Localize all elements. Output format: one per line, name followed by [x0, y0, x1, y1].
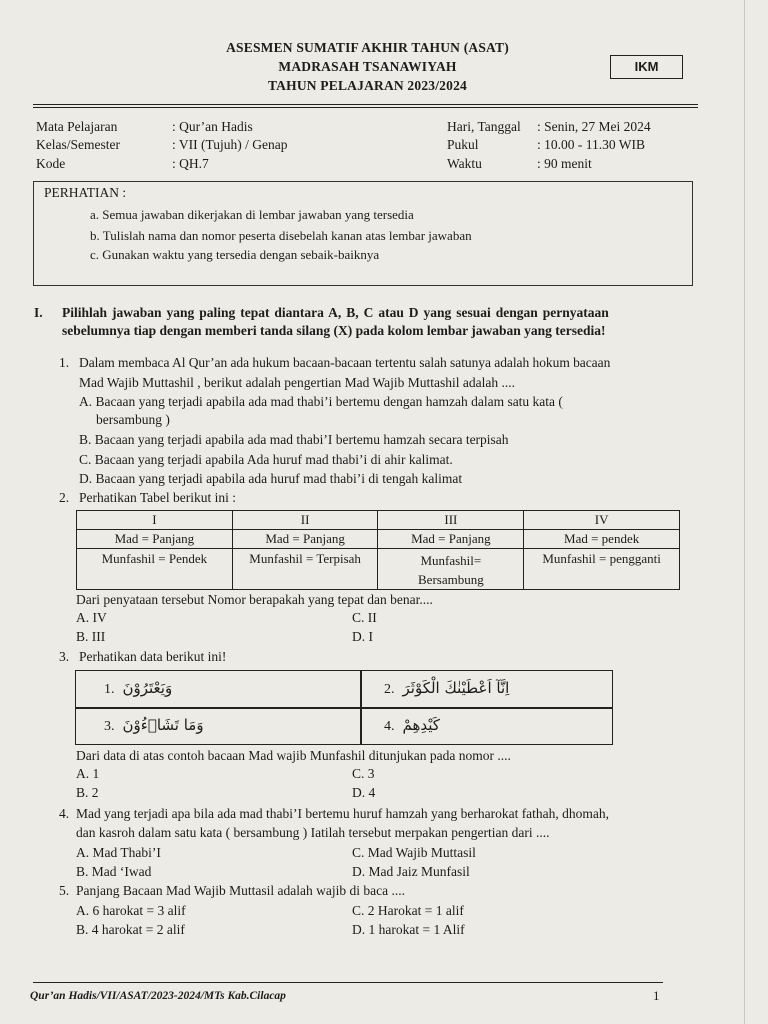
subject-label: Mata Pelajaran	[36, 119, 118, 134]
table-cell: Mad = Panjang	[232, 530, 378, 549]
option-d: D. Bacaan yang terjadi apabila ada huruf mad thabi’i di tengah kalimat	[79, 471, 463, 486]
question-text: dan kasroh dalam satu kata ( bersambung ) Iatilah tersebut merpakan pengertian dari ....	[76, 825, 550, 840]
question-number: 4.	[59, 806, 70, 821]
school-name: MADRASAH TSANAWIYAH	[278, 59, 457, 74]
option-d: D. Mad Jaiz Munfasil	[352, 864, 470, 879]
question-text: Panjang Bacaan Mad Wajib Muttasil adalah wajib di baca ....	[76, 883, 405, 898]
header-divider-double	[33, 107, 698, 108]
question-text: Mad Wajib Muttashil , berikut adalah pengertian Mad Wajib Muttashil adalah ....	[79, 375, 515, 390]
question-number: 5.	[59, 883, 70, 898]
arabic-item-3	[104, 716, 204, 735]
table-cell-line: Munfashil=	[420, 553, 482, 568]
footer-text: Qur’an Hadis/VII/ASAT/2023-2024/MTs Kab.Cilacap	[30, 990, 286, 1002]
option-a: A. 1	[76, 766, 100, 781]
arabic-text: اِنَّآ اَعْطَيْنٰكَ الْكَوْثَرَ	[402, 679, 510, 697]
table-header-cell: II	[232, 511, 378, 530]
time-label: Pukul	[447, 137, 479, 152]
table-cell: Munfashil = pengganti	[524, 549, 680, 590]
table-cell-line: Bersambung	[418, 572, 484, 587]
item-number: 3.	[104, 719, 115, 734]
duration-label: Waktu	[447, 156, 482, 171]
mad-table	[76, 510, 680, 590]
question-text: Perhatikan data berikut ini!	[79, 649, 227, 664]
option-b: B. Mad ‘Iwad	[76, 864, 152, 879]
option-c: C. 2 Harokat = 1 alif	[352, 903, 464, 918]
footer-divider	[33, 982, 663, 983]
table-cell: Mad = pendek	[524, 530, 680, 549]
table-header-cell: I	[77, 511, 233, 530]
arabic-data-table	[75, 670, 613, 745]
attention-item: c. Gunakan waktu yang tersedia dengan sebaik-baiknya	[90, 247, 380, 262]
table-cell	[378, 549, 524, 590]
time-value: : 10.00 - 11.30 WIB	[537, 137, 645, 152]
option-b: B. 2	[76, 785, 99, 800]
option-a: A. IV	[76, 610, 107, 625]
attention-item: b. Tulislah nama dan nomor peserta disebelah kanan atas lembar jawaban	[90, 228, 472, 243]
option-a: A. Bacaan yang terjadi apabila ada mad thabi’i bertemu dengan hamzah dalam satu kata (	[79, 394, 563, 409]
table-header-cell: III	[378, 511, 524, 530]
question-text: Dari data di atas contoh bacaan Mad wajib Munfashil ditunjukan pada nomor ....	[76, 748, 511, 763]
section-instruction-line2: sebelumnya tiap dengan memberi tanda silang (X) pada kolom lembar jawaban yang tersedia!	[62, 323, 606, 338]
question-text: Mad yang terjadi apa bila ada mad thabi’I bertemu huruf hamzah yang berharokat fathah, dhomah,	[76, 806, 610, 821]
option-b: B. Bacaan yang terjadi apabila ada mad thabi’I bertemu hamzah secara terpisah	[79, 432, 509, 447]
section-instruction-line1: Pilihlah jawaban yang paling tepat diantara A, B, C atau D yang sesuai dengan pernyataan	[62, 305, 609, 320]
subject-value: : Qur’an Hadis	[172, 119, 253, 134]
table-cell: Munfashil = Pendek	[77, 549, 233, 590]
option-c: C. 3	[352, 766, 375, 781]
arabic-item-4	[384, 716, 440, 735]
table-divider	[76, 707, 612, 709]
code-label: Kode	[36, 156, 66, 171]
class-value: : VII (Tujuh) / Genap	[172, 137, 288, 152]
arabic-item-2	[384, 679, 509, 698]
academic-year: TAHUN PELAJARAN 2023/2024	[267, 78, 467, 93]
option-c: C. II	[352, 610, 377, 625]
item-number: 4.	[384, 719, 395, 734]
question-text: Dari penyataan tersebut Nomor berapakah yang tepat dan benar....	[76, 592, 433, 607]
table-divider	[360, 671, 362, 744]
date-value: : Senin, 27 Mei 2024	[537, 119, 651, 134]
page-edge	[744, 0, 745, 1024]
arabic-text: وَيَعْتَرُوْنَ	[122, 679, 173, 697]
option-b: B. III	[76, 629, 106, 644]
exam-title: ASESMEN SUMATIF AKHIR TAHUN (ASAT)	[226, 40, 509, 55]
ikm-badge: IKM	[610, 55, 683, 79]
option-d: D. I	[352, 629, 373, 644]
table-cell: Mad = Panjang	[77, 530, 233, 549]
arabic-text: كَيْدِهِمْ	[402, 716, 440, 734]
item-number: 2.	[384, 682, 395, 697]
arabic-text: وَمَا تَشَاۤءُوْنَ	[122, 716, 204, 734]
question-text: Dalam membaca Al Qur’an ada hukum bacaan-bacaan tertentu salah satunya adalah hokum bacaan	[79, 355, 611, 370]
question-number: 2.	[59, 490, 70, 505]
attention-title: PERHATIAN :	[44, 185, 127, 200]
item-number: 1.	[104, 682, 115, 697]
table-cell: Mad = Panjang	[378, 530, 524, 549]
header-divider	[33, 104, 698, 105]
option-d: D. 4	[352, 785, 376, 800]
code-value: : QH.7	[172, 156, 209, 171]
arabic-item-1	[104, 679, 172, 698]
question-text: Perhatikan Tabel berikut ini :	[79, 490, 237, 505]
option-c: C. Bacaan yang terjadi apabila Ada huruf mad thabi’i di ahir kalimat.	[79, 452, 453, 467]
question-number: 1.	[59, 355, 70, 370]
duration-value: : 90 menit	[537, 156, 592, 171]
option-c: C. Mad Wajib Muttasil	[352, 845, 476, 860]
attention-box	[33, 181, 693, 286]
option-a-continued: bersambung )	[96, 412, 170, 427]
option-d: D. 1 harokat = 1 Alif	[352, 922, 465, 937]
table-cell: Munfashil = Terpisah	[232, 549, 378, 590]
option-a: A. Mad Thabi’I	[76, 845, 161, 860]
date-label: Hari, Tanggal	[447, 119, 521, 134]
page-number: 1	[653, 988, 660, 1003]
class-label: Kelas/Semester	[36, 137, 120, 152]
attention-item: a. Semua jawaban dikerjakan di lembar jawaban yang tersedia	[90, 207, 414, 222]
option-a: A. 6 harokat = 3 alif	[76, 903, 186, 918]
section-number: I.	[34, 305, 43, 320]
option-b: B. 4 harokat = 2 alif	[76, 922, 185, 937]
question-number: 3.	[59, 649, 70, 664]
table-header-cell: IV	[524, 511, 680, 530]
